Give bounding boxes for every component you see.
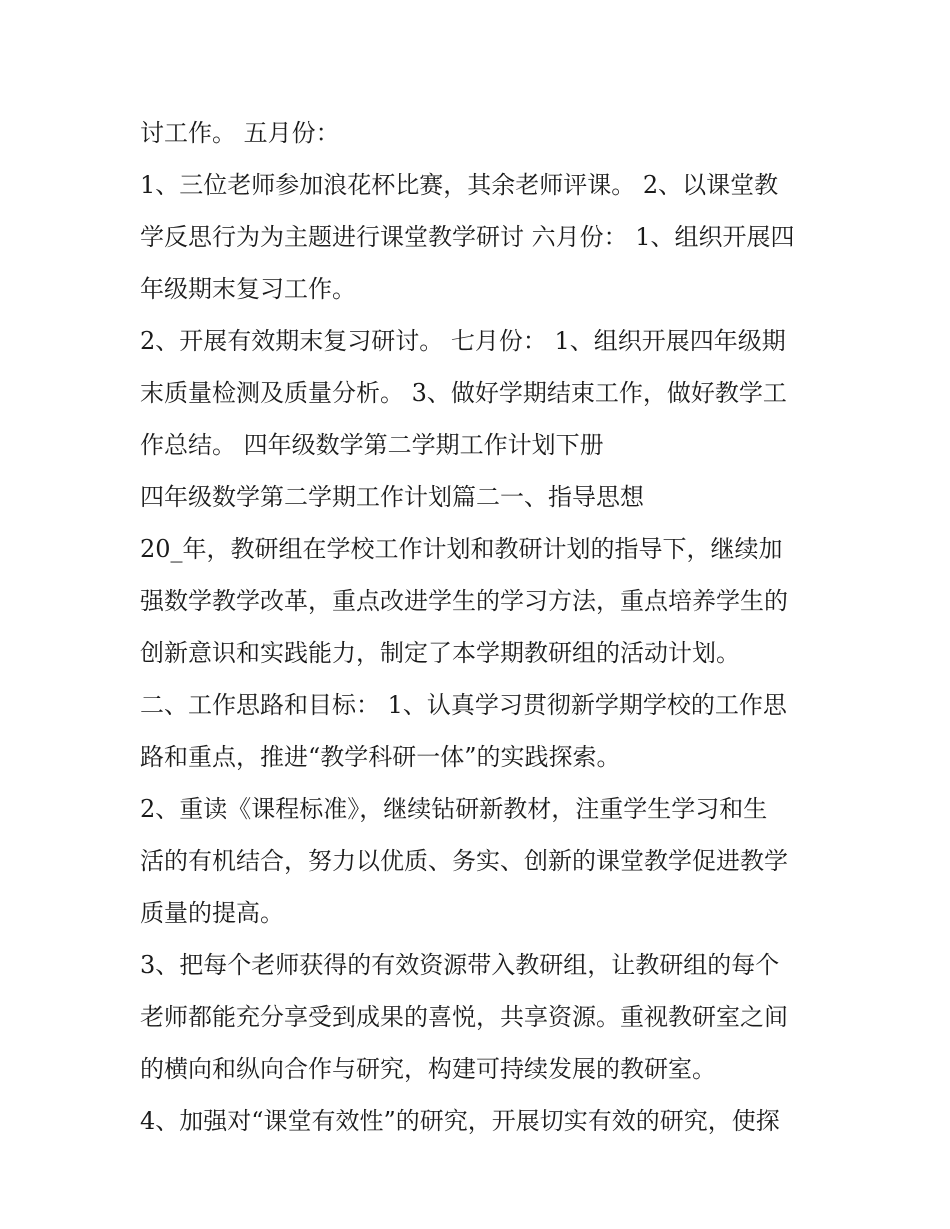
text-line: 学反思行为为主题进行课堂教学研讨 六月份： 1、组织开展四	[140, 223, 795, 251]
text-line: 作总结。 四年级数学第二学期工作计划下册	[140, 431, 604, 459]
text-line: 2、重读《课程标准》，继续钻研新教材，注重学生学习和生	[140, 795, 768, 823]
text-line: 二、工作思路和目标： 1、认真学习贯彻新学期学校的工作思	[140, 691, 787, 719]
text-line: 活的有机结合，努力以优质、务实、创新的课堂教学促进教学	[140, 847, 788, 875]
text-line: 四年级数学第二学期工作计划篇二一、指导思想	[140, 483, 644, 511]
text-line: 路和重点，推进“教学科研一体”的实践探索。	[140, 743, 621, 771]
text-line: 老师都能充分享受到成果的喜悦，共享资源。重视教研室之间	[140, 1003, 788, 1031]
text-line: 20_年，教研组在学校工作计划和教研计划的指导下，继续加	[140, 535, 783, 563]
text-line: 讨工作。 五月份：	[140, 119, 340, 147]
text-line: 1、三位老师参加浪花杯比赛，其余老师评课。 2、以课堂教	[140, 171, 779, 199]
text-line: 2、开展有效期末复习研讨。 七月份： 1、组织开展四年级期	[140, 327, 786, 355]
text-line: 创新意识和实践能力，制定了本学期教研组的活动计划。	[140, 639, 740, 667]
text-line: 3、把每个老师获得的有效资源带入教研组，让教研组的每个	[140, 951, 780, 979]
document-body	[140, 107, 820, 1147]
text-line: 质量的提高。	[140, 899, 284, 927]
text-line: 强数学教学改革，重点改进学生的学习方法，重点培养学生的	[140, 587, 788, 615]
text-line: 末质量检测及质量分析。 3、做好学期结束工作，做好教学工	[140, 379, 787, 407]
text-line: 4、加强对“课堂有效性”的研究，开展切实有效的研究，使探	[140, 1107, 780, 1135]
text-line: 年级期末复习工作。	[140, 275, 356, 303]
text-line: 的横向和纵向合作与研究，构建可持续发展的教研室。	[140, 1055, 716, 1083]
